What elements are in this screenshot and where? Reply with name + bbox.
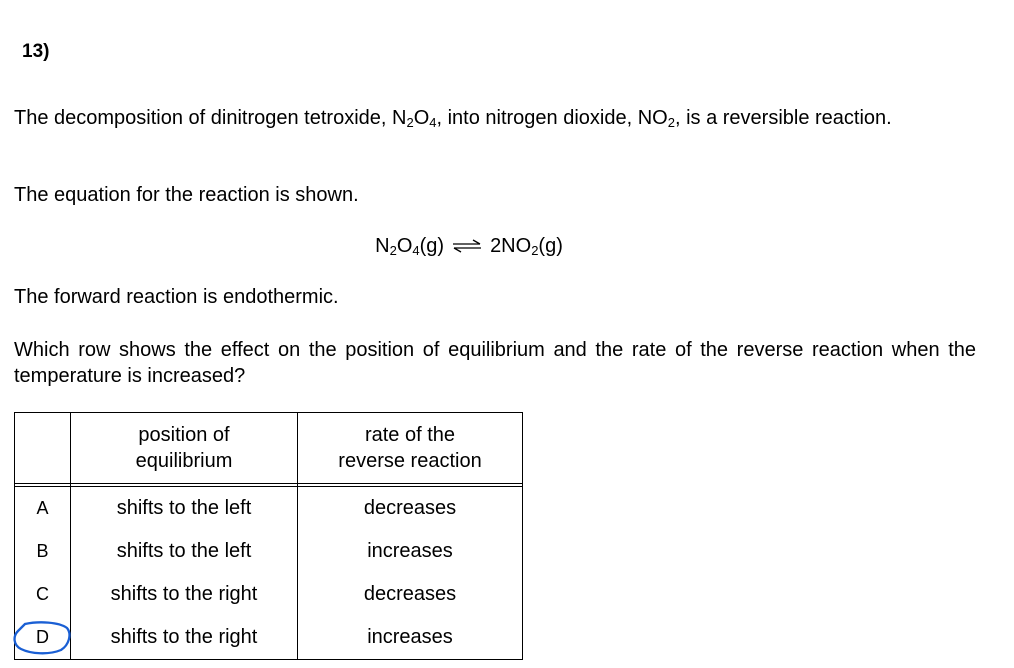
position-cell: shifts to the right xyxy=(71,573,298,616)
chemical-equation: $N_2O_4(g)$ $2NO_2(g)$ xyxy=(0,232,938,261)
position-cell: shifts to the left xyxy=(71,487,298,531)
header-position: position of equilibrium xyxy=(71,413,298,484)
row-letter-selected: D xyxy=(15,616,71,660)
question-number: 13) xyxy=(22,41,50,62)
question-intro: The decomposition of dinitrogen tetroxide, $N_2O_4$, into nitrogen dioxide, $NO_2$, is a reversible reaction. xyxy=(14,107,892,130)
header-rate: rate of the reverse reaction xyxy=(298,413,523,484)
statement-text: The forward reaction is endothermic. xyxy=(14,286,339,308)
rate-cell: increases xyxy=(298,616,523,660)
rate-cell: increases xyxy=(298,530,523,573)
position-cell: shifts to the right xyxy=(71,616,298,660)
rate-cell: decreases xyxy=(298,487,523,531)
table-header-row xyxy=(15,413,523,484)
position-cell: shifts to the left xyxy=(71,530,298,573)
question-prompt: Which row shows the effect on the position of equilibrium and the rate of the reverse reaction when the temperature is increased? xyxy=(14,339,976,387)
row-letter: B xyxy=(15,530,71,573)
answer-table xyxy=(14,412,523,660)
row-letter: C xyxy=(15,573,71,616)
table-row-a[interactable] xyxy=(15,487,523,531)
header-empty-cell xyxy=(15,413,71,484)
equilibrium-arrow-icon xyxy=(452,233,482,261)
table-row-b[interactable] xyxy=(15,530,523,573)
table-row-c[interactable] xyxy=(15,573,523,616)
table-row-d[interactable] xyxy=(15,616,523,660)
rate-cell: decreases xyxy=(298,573,523,616)
row-letter: A xyxy=(15,487,71,531)
equation-intro: The equation for the reaction is shown. xyxy=(14,184,359,206)
